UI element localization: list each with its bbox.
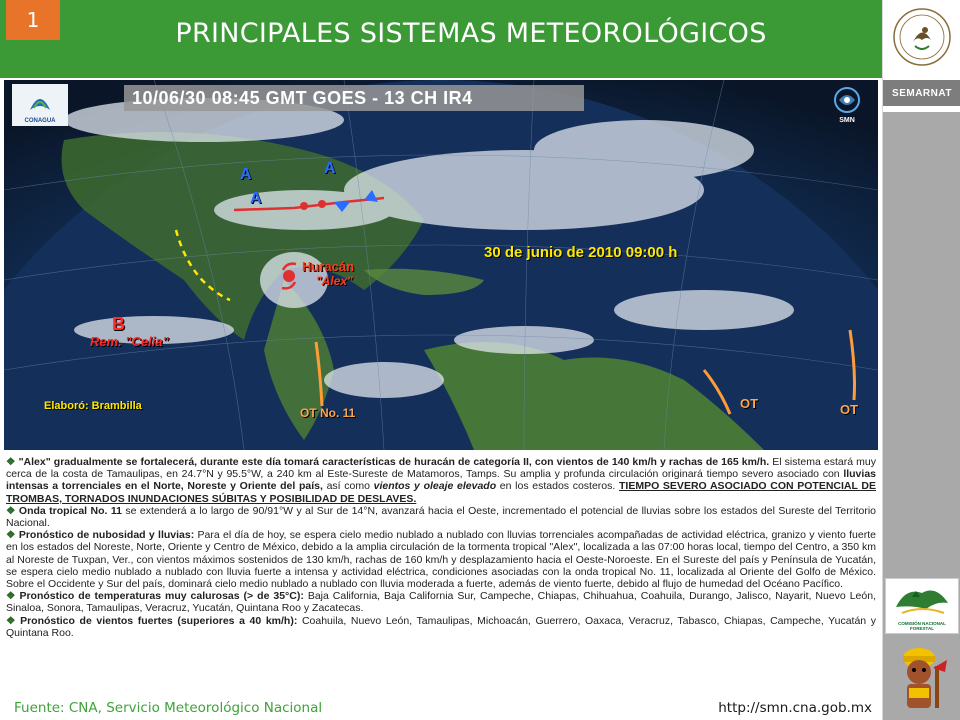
conafor-logo-icon [885,578,959,634]
conagua-logo-icon [12,84,68,126]
header-bar [0,0,882,78]
remnant-celia-label: Rem. "Celia" [90,334,169,349]
hurricane-label: Huracán [302,259,355,274]
smn-label: SMN [839,117,855,124]
tropical-wave-11-label: OT No. 11 [300,406,356,420]
bulletin-paragraph-temperature: ❖ Pronóstico de temperaturas muy calurosas (> de 35°C): Baja California, Baja California Sur, Campeche, Chiapas, Chihuahua, Coahuila, Durango, Jalisco, Nayarit, Nuevo León, Sinaloa, Sonora, Tamaulipas, Veracruz, Yucatán, Quintana Roo y Zacatecas. [6,590,876,615]
forest-fire-mascot-icon [889,638,955,716]
map-date-label: 30 de junio de 2010 09:00 h [484,244,678,261]
bulletin-paragraph-winds: ❖ Pronóstico de vientos fuertes (superiores a 40 km/h): Coahuila, Nuevo León, Tamaulipas, Michoacán, Guerrero, Oaxaca, Veracruz, Tabasco, Chiapas, Campeche, Yucatán y Quintana Roo. [6,614,876,639]
sidebar [882,0,960,720]
diamond-bullet-icon: ❖ [6,504,16,517]
author-label: Elaboró: Brambilla [44,400,142,412]
footer-url-link[interactable]: http://smn.cna.gob.mx [718,700,872,716]
low-pressure-label: B [112,314,125,334]
footer [0,696,882,720]
slide-number-badge: 1 [6,0,60,40]
footer-source: Fuente: CNA, Servicio Meteorológico Nacional [14,700,323,716]
tropical-wave-label: OT [840,402,859,417]
high-pressure-label: A [324,160,336,177]
bulletin-paragraph-alex: ❖ "Alex" gradualmente se fortalecerá, durante este día tomará características de huracán de categoría II, con vientos de 140 km/h y rachas de 165 km/h. El sistema estará muy cerca de la costa de Tamaulipas, en 24.7°N y 95.5°W, a 240 km al Este-Sureste de Matamoros, Tamps. Su amplia y profunda circulación originará tiempo severo asociado con lluvias intensas a torrenciales en el Norte, Noreste y Oriente del país, así como vientos y oleaje elevado en los estados costeros. TIEMPO SEVERO ASOCIADO CON POTENCIAL DE TROMBAS, TORNADOS INUNDACIONES SÚBITAS Y POSIBILIDAD DE DESLAVES. [6,456,876,505]
diamond-bullet-icon: ❖ [6,456,16,468]
bulletin-paragraph-rain-forecast: ❖ Pronóstico de nubosidad y lluvias: Para el día de hoy, se espera cielo medio nublado a nublado con lluvias torrenciales acompañadas de actividad eléctrica, granizo y viento fuerte en los estados del Noreste, Norte, Oriente y Centro de México, debido a la amplia circulación de la tormenta tropical "Alex", localizada a las 07:00 horas local, tiempo del Centro, a 350 km al Noreste de Tuxpan, Ver., con vientos máximos sostenidos de 130 km/h, rachas de 160 km/h y desplazamiento hacia el Oeste-Noroeste. En el Sureste del país y Península de Yucatán, se espera cielo medio nublado a nublado con lluvia fuerte a intensa y actividad eléctrica, condiciones asociadas con la onda tropical No. 11, localizada al Oriente del Golfo de México. Sobre el Occidente y Sur del país, dominará cielo medio nublado a nublado con lluvia moderada a fuerte, además de viento fuerte, debido al flujo de humedad del Océano Pacífico. [6,529,876,591]
conagua-label: CONAGUA [24,118,56,124]
forecast-bulletin [6,456,876,700]
satellite-map-graphic [4,80,878,450]
tropical-wave-label: OT [740,396,759,411]
bulletin-paragraph-tropical-wave: ❖ Onda tropical No. 11 se extenderá a lo largo de 90/91°W y al Sur de 14°N, avanzará hacia el Oeste, incrementado el potencial de lluvias sobre los estados del Sureste del Territorio Nacional. [6,504,876,530]
conafor-label: COMISIÓN NACIONAL FORESTAL [898,621,946,631]
diamond-bullet-icon: ❖ [6,590,17,603]
smn-logo-icon [822,84,872,124]
satellite-timestamp: 10/06/30 08:45 GMT GOES - 13 CH IR4 [124,85,584,111]
satellite-image [4,80,878,450]
semarnat-logo: SEMARNAT [883,80,960,106]
page-title: PRINCIPALES SISTEMAS METEOROLÓGICOS [175,18,767,49]
diamond-bullet-icon: ❖ [6,529,16,542]
diamond-bullet-icon: ❖ [6,614,18,627]
coat-of-arms-icon [891,6,953,68]
high-pressure-label: A [250,190,262,207]
hurricane-name: "Alex" [316,274,353,288]
high-pressure-label: A [240,166,252,183]
